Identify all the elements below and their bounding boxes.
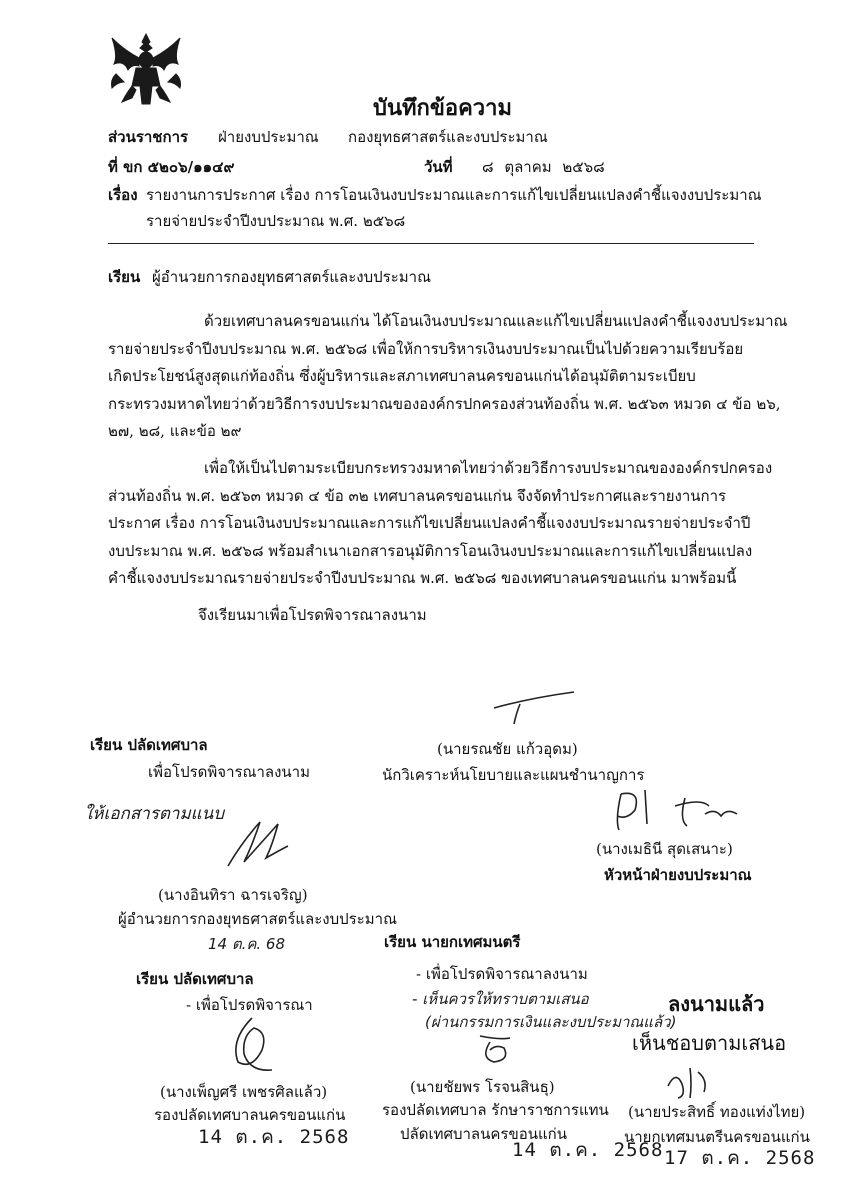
- agency-label: ส่วนราชการ: [108, 128, 189, 146]
- officer-title: นักวิเคราะห์นโยบายและแผนชำนาญการ: [382, 766, 645, 784]
- approval-3-to: เรียน นายกเทศมนตรี: [384, 933, 521, 951]
- to-label: เรียน: [108, 268, 141, 286]
- deputy-clerk-date-stamp: 14 ต.ค. 2568: [198, 1126, 350, 1148]
- mayor-signed-label: ลงนามแล้ว: [668, 992, 765, 1016]
- mayor-agree-label: เห็นชอบตามเสนอ: [632, 1031, 787, 1055]
- body-paragraph-1: [108, 308, 788, 446]
- officer-name: (นายรณชัย แก้วอุดม): [437, 740, 578, 758]
- agency-unit: ฝ่ายงบประมาณ: [218, 128, 319, 146]
- date-label: วันที่: [424, 158, 453, 176]
- approval-3-request: - เพื่อโปรดพิจารณาลงนาม: [416, 965, 588, 983]
- approval-3-note-1: - เห็นควรให้ทราบตามเสนอ: [412, 990, 589, 1008]
- deputy-clerk-name: (นางเพ็ญศรี เพชรศิลแล้ว): [160, 1083, 328, 1101]
- paragraph-line: เกิดประโยชน์สูงสุดแก่ท้องถิ่น ซึ่งผู้บริหารและสภาเทศบาลนครขอนแก่นได้อนุมัติตามระเบียบ: [108, 367, 696, 385]
- mayor-name: (นายประสิทธิ์ ทองแท่งไทย): [628, 1103, 806, 1121]
- to-value: ผู้อำนวยการกองยุทธศาสตร์และงบประมาณ: [152, 268, 432, 286]
- date-value: ๘ ตุลาคม ๒๕๖๘: [482, 158, 605, 176]
- approval-3-note-2: (ผ่านกรรมการเงินและงบประมาณแล้ว): [425, 1013, 677, 1031]
- paragraph-line: งบประมาณ พ.ศ. ๒๕๖๘ พร้อมสำเนาเอกสารอนุมัติการโอนเงินงบประมาณและการแก้ไขเปลี่ยนแปลง: [108, 541, 753, 560]
- clerk-title-1: รองปลัดเทศบาล รักษาราชการแทน: [382, 1101, 609, 1119]
- paragraph-line: ๒๗, ๒๘, และข้อ ๒๙: [108, 422, 242, 440]
- mayor-signature: [660, 1062, 720, 1102]
- clerk-signature: [470, 1030, 530, 1070]
- deputy-clerk-signature: [222, 1010, 282, 1080]
- paragraph-line: เพื่อให้เป็นไปตามระเบียบกระทรวงมหาดไทยว่าด้วยวิธีการงบประมาณขององค์กรปกครอง: [204, 459, 773, 477]
- approval-2-to: เรียน ปลัดเทศบาล: [136, 970, 254, 988]
- officer-signature: [480, 688, 580, 728]
- approval-1-to: เรียน ปลัดเทศบาล: [90, 736, 208, 754]
- paragraph-line: คำชี้แจงงบประมาณรายจ่ายประจำปีงบประมาณ พ.ศ. ๒๕๖๘ ของเทศบาลนครขอนแก่น มาพร้อมนี้: [108, 569, 737, 587]
- memo-title: บันทึกข้อความ: [373, 95, 513, 121]
- clerk-date-stamp: 14 ต.ค. 2568: [512, 1139, 664, 1161]
- mayor-title: นายกเทศมนตรีนครขอนแก่น: [624, 1128, 810, 1146]
- head-title: หัวหน้าฝ่ายงบประมาณ: [604, 866, 752, 884]
- paragraph-line: กระทรวงมหาดไทยว่าด้วยวิธีการงบประมาณขององค์กรปกครองส่วนท้องถิ่น พ.ศ. ๒๕๖๓ หมวด ๔ ข้อ ๒๖,: [108, 394, 781, 413]
- paragraph-line: ส่วนท้องถิ่น พ.ศ. ๒๕๖๓ หมวด ๔ ข้อ ๓๒ เทศบาลนครขอนแก่น จึงจัดทำประกาศและรายงานการ: [108, 486, 727, 505]
- director-title: ผู้อำนวยการกองยุทธศาสตร์และงบประมาณ: [118, 910, 398, 928]
- director-signature: [222, 812, 292, 872]
- clerk-title-2: ปลัดเทศบาลนครขอนแก่น: [400, 1125, 567, 1143]
- subject-line-1: รายงานการประกาศ เรื่อง การโอนเงินงบประมาณและการแก้ไขเปลี่ยนแปลงคำชี้แจงงบประมาณ: [146, 186, 762, 204]
- header-divider: [108, 243, 754, 244]
- paragraph-line: รายจ่ายประจำปีงบประมาณ พ.ศ. ๒๕๖๘ เพื่อให้การบริหารเงินงบประมาณเป็นไปด้วยความเรียบร้อย: [108, 339, 744, 358]
- director-date: 14 ต.ค. 68: [208, 935, 286, 953]
- mayor-date-stamp: 17 ต.ค. 2568: [664, 1147, 816, 1169]
- deputy-clerk-title: รองปลัดเทศบาลนครขอนแก่น: [154, 1106, 346, 1124]
- head-name: (นางเมธินี สุดเสนาะ): [596, 840, 733, 858]
- closing-line: จึงเรียนมาเพื่อโปรดพิจารณาลงนาม: [198, 606, 427, 624]
- subject-line-2: รายจ่ายประจำปีงบประมาณ พ.ศ. ๒๕๖๘: [146, 212, 406, 230]
- reference-number: ที่ ขก ๕๒๐๖/๑๑๔๙: [108, 158, 235, 176]
- agency-division: กองยุทธศาสตร์และงบประมาณ: [348, 128, 548, 146]
- head-signature: [605, 780, 755, 840]
- body-paragraph-2: [108, 455, 773, 593]
- approval-1-note: ให้เอกสารตามแนบ: [84, 804, 225, 824]
- subject-label: เรื่อง: [108, 186, 138, 204]
- approval-1-request: เพื่อโปรดพิจารณาลงนาม: [148, 763, 310, 781]
- paragraph-line: ด้วยเทศบาลนครขอนแก่น ได้โอนเงินงบประมาณและแก้ไขเปลี่ยนแปลงคำชี้แจงงบประมาณ: [204, 312, 788, 330]
- paragraph-line: ประกาศ เรื่อง การโอนเงินงบประมาณและการแก้ไขเปลี่ยนแปลงคำชี้แจงงบประมาณรายจ่ายประจำปี: [108, 514, 751, 532]
- garuda-emblem-icon: [106, 30, 186, 106]
- approval-2-request: - เพื่อโปรดพิจารณา: [186, 996, 313, 1014]
- director-name: (นางอินทิรา ฉารเจริญ): [158, 886, 308, 904]
- clerk-name: (นายชัยพร โรจนสินธุ): [410, 1078, 555, 1096]
